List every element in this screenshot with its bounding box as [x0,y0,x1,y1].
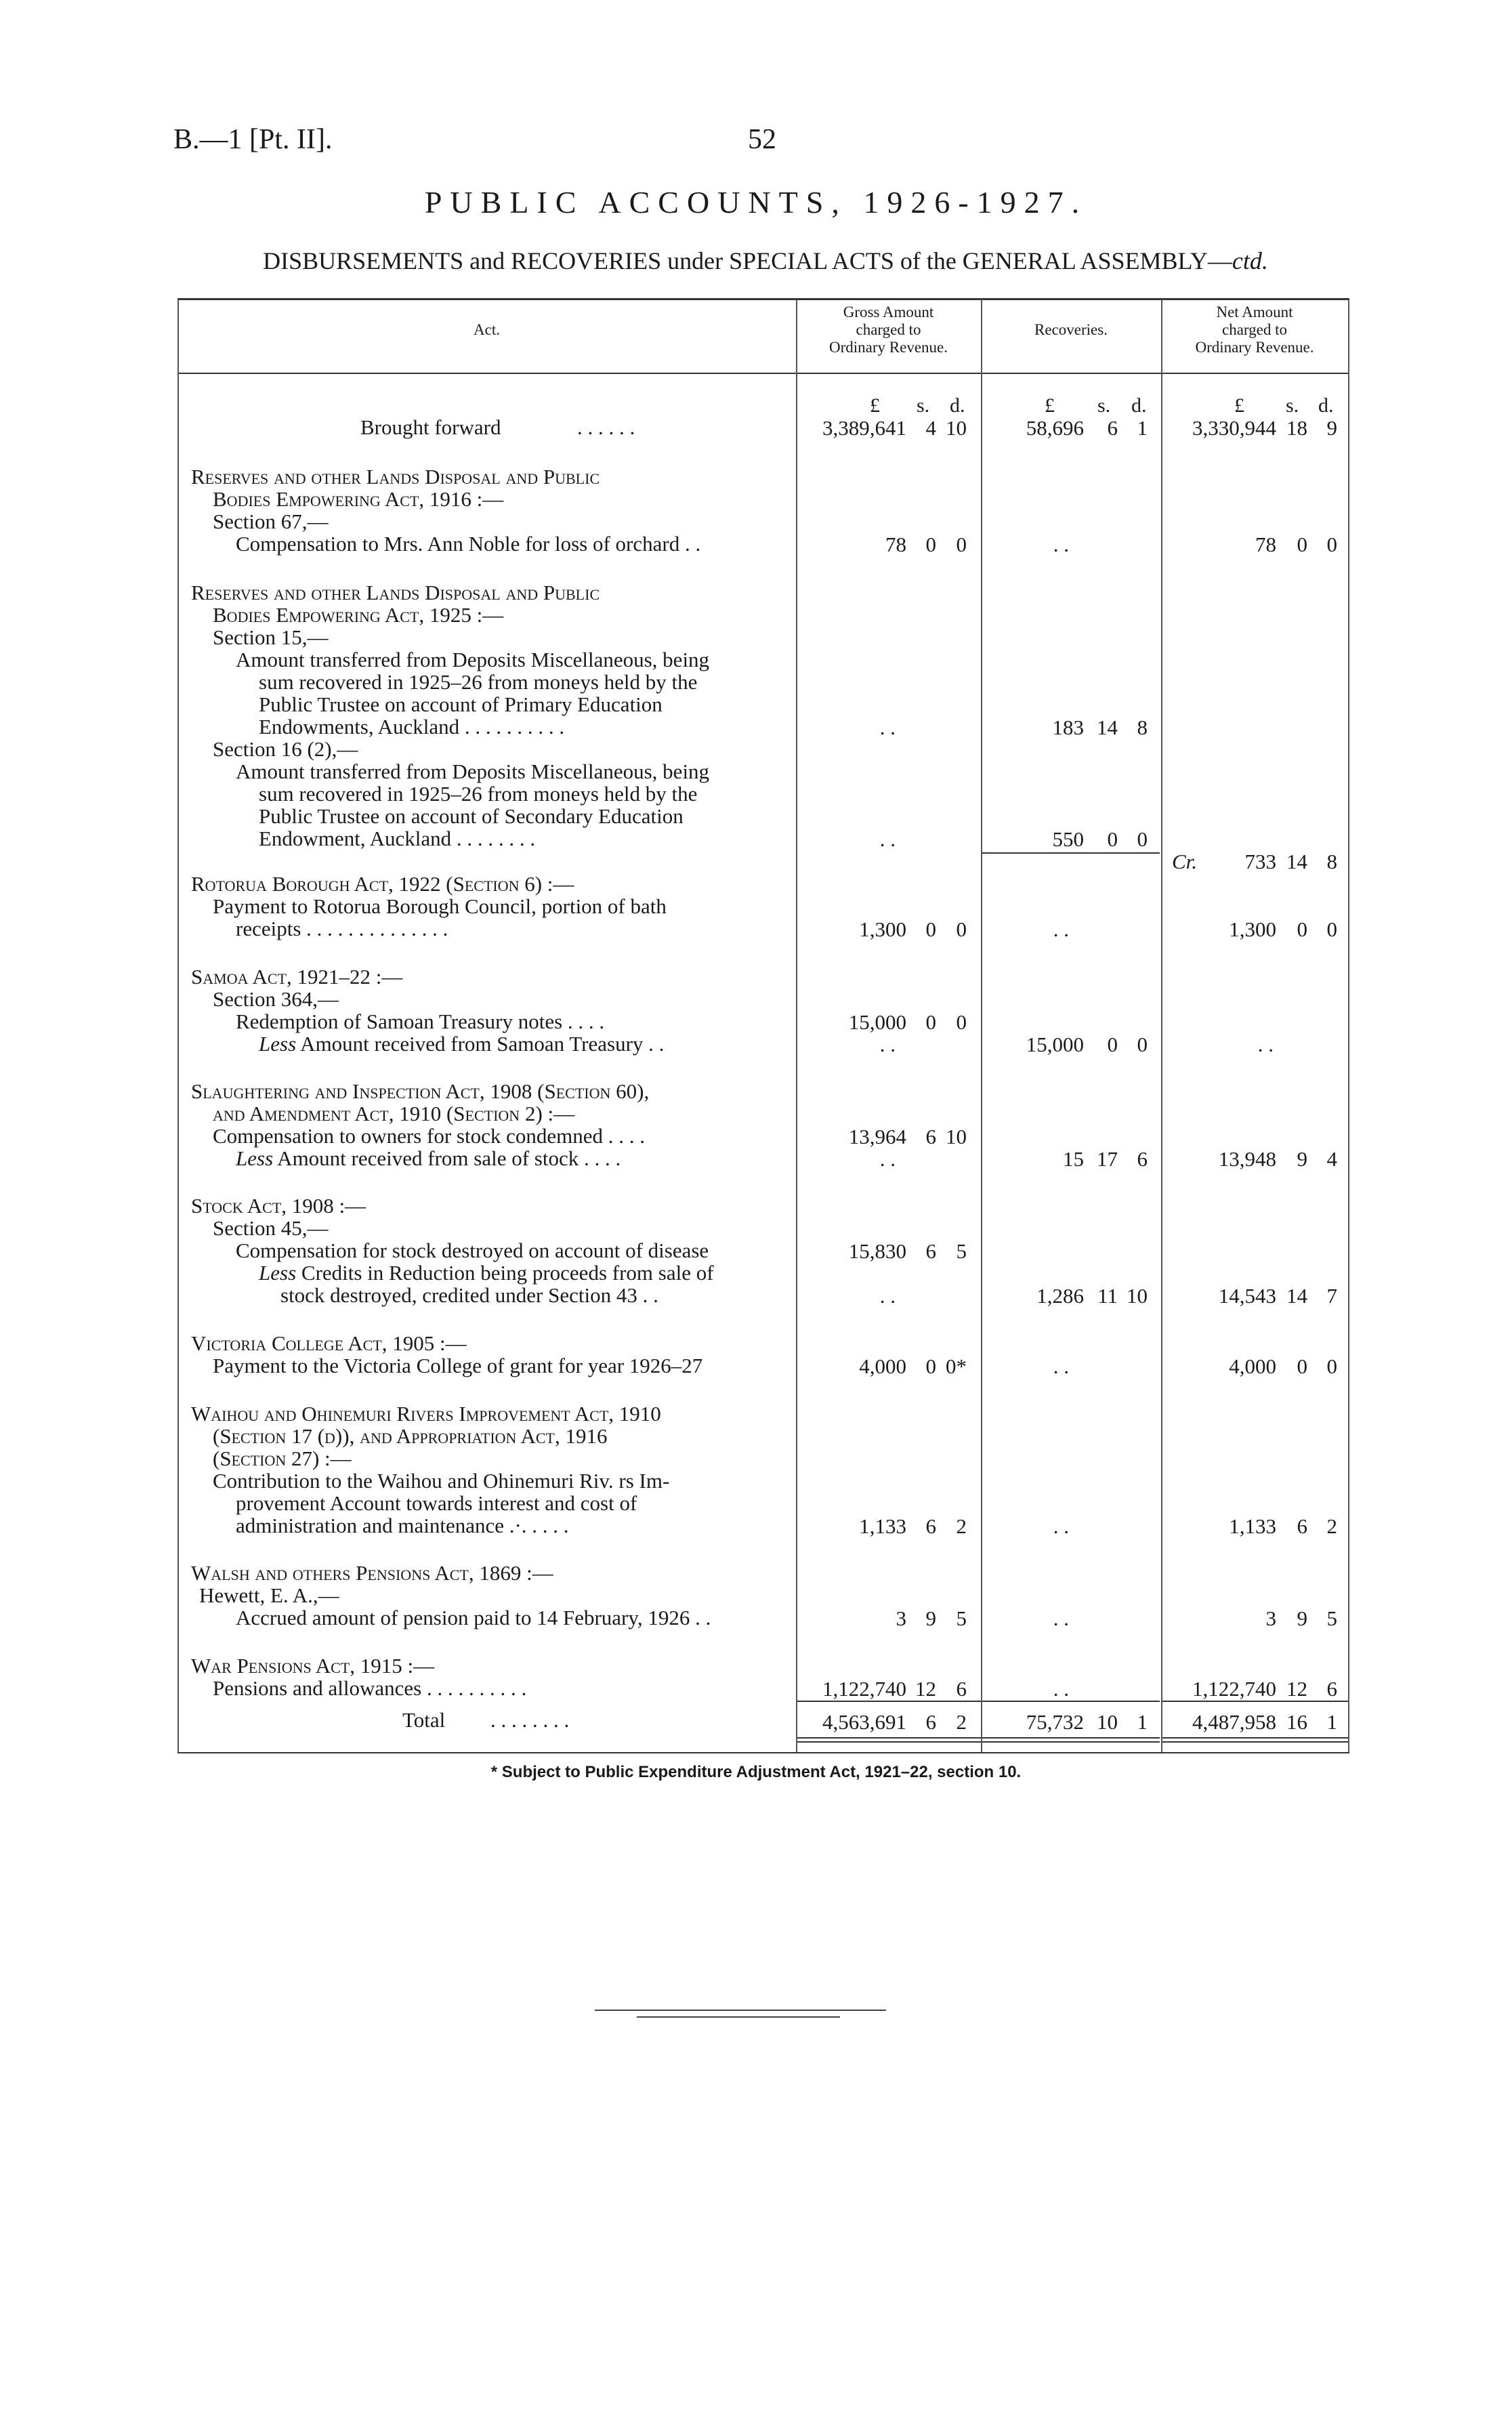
net-amount-shillings: 12 [1286,1677,1307,1701]
gross-amount-pounds: 15,000 [848,1010,906,1034]
total-recoveries-pounds: 75,732 [1026,1710,1084,1734]
item-text [259,1033,664,1055]
act-heading: Waihou and Ohinemuri Rivers Improvement Act, 1910 [191,1402,661,1426]
net-amount-pence: 7 [1326,1284,1337,1308]
page-subtitle [172,247,1359,275]
gross-amount-shillings: 12 [915,1677,936,1701]
gross-nil: . . [879,715,896,739]
header-act: Act. [474,321,500,338]
recoveries-amount-pounds: 1,286 [1036,1284,1084,1308]
header-gross [796,304,981,356]
total-gross-pounds: 4,563,691 [822,1710,906,1734]
end-rule [595,2010,886,2011]
gross-nil: . . [879,827,896,851]
unit-pound: £ [1234,394,1244,417]
recoveries-amount-shillings: 0 [1107,1033,1118,1056]
item-text: Accrued amount of pension paid to 14 February, 1926 . . [236,1606,711,1629]
net-amount-pence: 0 [1326,533,1337,556]
gross-nil: . . [879,1033,896,1056]
item-text [259,1262,714,1284]
subtitle-main: DISBURSEMENTS and RECOVERIES under SPECIAL ACTS of the GENERAL ASSEMBLY— [263,247,1232,274]
total-double-rule [797,1737,981,1739]
dot-leader: . . . . . . [577,415,635,439]
header-gross-line1: Gross Amount [843,304,934,320]
gross-amount-pence: 0 [956,533,967,556]
act-heading: Stock Act, 1908 :— [191,1194,366,1218]
gross-amount-pence: 6 [956,1677,967,1701]
subtotal-rule [982,852,1160,854]
item-text: receipts . . . . . . . . . . . . . . [236,917,448,940]
gross-amount-shillings: 0 [925,1354,936,1378]
item-text: provement Account towards interest and cost of [236,1491,637,1515]
recoveries-nil: . . [1053,1514,1069,1538]
net-amount-pounds: 1,300 [1229,917,1276,941]
item-text: Public Trustee on account of Secondary Education [259,804,684,828]
gross-amount-pence: 10 [946,1125,967,1148]
total-double-rule [982,1741,1160,1743]
act-heading: Reserves and other Lands Disposal and Public [191,581,600,604]
act-heading: and Amendment Act, 1910 (Section 2) :— [213,1102,575,1125]
net-amount-pence: 2 [1326,1514,1337,1538]
table-top-rule [177,298,1349,300]
item-text: sum recovered in 1925–26 from moneys held by the [259,670,698,694]
total-rule-recoveries [982,1701,1160,1702]
section-label: Section 364,— [213,987,339,1011]
unit-pound: £ [1045,394,1055,417]
table-right-rule [1348,299,1349,1753]
gross-amount-pounds: 1,133 [859,1514,906,1538]
act-heading: War Pensions Act, 1915 :— [191,1654,435,1678]
gross-amount-pounds: 15,830 [848,1239,906,1263]
recoveries-amount-pence: 6 [1137,1147,1148,1171]
net-amount-pence: 0 [1326,917,1337,941]
recoveries-amount-shillings: 11 [1097,1284,1118,1308]
item-text [236,1147,621,1169]
gross-amount-pence: 5 [956,1239,967,1263]
item-text: Compensation to Mrs. Ann Noble for loss of orchard . . [236,532,701,556]
unit-pence: d. [1131,394,1147,417]
gross-amount-pounds: 13,964 [848,1125,906,1148]
item-text: Endowment, Auckland . . . . . . . . [259,827,536,850]
net-nil: . . [1257,1033,1274,1056]
act-heading: Bodies Empowering Act, 1925 :— [213,603,504,627]
section-label: Hewett, E. A.,— [199,1583,339,1607]
net-amount-shillings: 9 [1297,1147,1307,1171]
net-amount-pence: 4 [1326,1147,1337,1171]
net-amount-pence: 8 [1326,850,1337,873]
recoveries-amount-pence: 8 [1137,715,1148,739]
total-double-rule [982,1737,1160,1739]
gross-amount-shillings: 6 [925,1514,936,1538]
item-text: Amount transferred from Deposits Miscellaneous, being [236,760,710,783]
recoveries-amount-pounds: 15 [1063,1147,1084,1171]
total-double-rule [1162,1741,1348,1743]
total-gross-pence: 2 [956,1710,967,1734]
recoveries-column-rule [981,299,982,1753]
recoveries-amount-shillings: 6 [1107,416,1118,440]
header-net-line2: charged to [1221,321,1287,338]
recoveries-amount-pence: 10 [1127,1284,1148,1308]
section-label: Section 16 (2),— [213,737,358,761]
item-text: Payment to Rotorua Borough Council, portion of bath [213,894,667,918]
gross-amount-shillings: 0 [925,533,936,556]
section-label: Section 67,— [213,510,329,533]
recoveries-amount-pounds: 15,000 [1026,1033,1084,1056]
total-net-pounds: 4,487,958 [1192,1710,1276,1734]
document-reference: B.—1 [Pt. II]. [173,124,333,155]
gross-amount-shillings: 0 [925,1010,936,1034]
item-text: Compensation for stock destroyed on account of disease [236,1239,709,1262]
recoveries-amount-shillings: 14 [1097,715,1118,739]
act-heading: Victoria College Act, 1905 :— [191,1331,467,1355]
net-amount-pounds: 3,330,944 [1192,416,1276,440]
net-amount-shillings: 9 [1297,1606,1307,1630]
net-amount-pounds: 733 [1244,850,1276,873]
net-amount-shillings: 14 [1286,850,1307,873]
net-amount-pence: 9 [1326,416,1337,440]
net-amount-shillings: 18 [1286,416,1307,440]
act-heading: (Section 27) :— [213,1447,352,1470]
less-label: Less [236,1146,274,1170]
recoveries-nil: . . [1053,533,1069,556]
net-amount-pounds: 13,948 [1218,1147,1276,1171]
less-label: Less [259,1261,297,1285]
page-number: 52 [748,124,776,155]
gross-nil: . . [879,1284,896,1308]
total-label: Total [402,1708,446,1732]
gross-amount-pence: 2 [956,1514,967,1538]
item-text: Compensation to owners for stock condemned . . . . [213,1124,645,1148]
header-net-line3: Ordinary Revenue. [1195,339,1314,356]
act-heading: Rotorua Borough Act, 1922 (Section 6) :— [191,872,574,896]
gross-column-rule [796,299,797,1753]
header-gross-line2: charged to [856,321,921,338]
recoveries-amount-pence: 1 [1137,416,1148,440]
gross-amount-pence: 10 [946,416,967,440]
gross-amount-shillings: 9 [925,1606,936,1630]
accounts-table [177,293,1349,1753]
act-heading: Bodies Empowering Act, 1916 :— [213,487,504,511]
gross-amount-pence: 5 [956,1606,967,1630]
total-recoveries-pence: 1 [1137,1710,1148,1734]
act-heading: Walsh and others Pensions Act, 1869 :— [191,1561,553,1585]
gross-amount-shillings: 4 [925,416,936,440]
gross-amount-pounds: 3 [896,1606,906,1630]
total-recoveries-shillings: 10 [1097,1710,1118,1734]
net-amount-pence: 0 [1326,1354,1337,1378]
net-amount-pounds: 78 [1255,533,1276,556]
unit-pence: d. [950,394,965,417]
net-amount-pounds: 3 [1265,1606,1276,1630]
gross-amount-shillings: 6 [925,1125,936,1148]
net-amount-pounds: 1,133 [1229,1514,1276,1538]
total-gross-shillings: 6 [925,1710,936,1734]
item-text-rest: Credits in Reduction being proceeds from sale of [296,1261,714,1285]
net-amount-pounds: 14,543 [1218,1284,1276,1308]
item-text: stock destroyed, credited under Section 43 . . [280,1283,658,1307]
item-text-rest: Amount received from Samoan Treasury . . [296,1032,665,1056]
item-text: Pensions and allowances . . . . . . . . . . [213,1676,527,1700]
total-net-pence: 1 [1326,1710,1337,1734]
header-bottom-rule [177,373,1349,374]
recoveries-amount-pence: 0 [1137,1033,1148,1056]
recoveries-amount-shillings: 17 [1097,1147,1118,1171]
gross-amount-shillings: 0 [925,917,936,941]
net-amount-shillings: 14 [1286,1284,1307,1308]
recoveries-nil: . . [1053,1677,1069,1701]
net-amount-pence: 6 [1326,1677,1337,1701]
recoveries-nil: . . [1053,917,1069,941]
net-column-rule [1161,299,1162,1753]
item-text-rest: Amount received from sale of stock . . . . [273,1146,621,1170]
credit-prefix: Cr. [1172,850,1198,873]
unit-shilling: s. [917,394,930,417]
item-text: Payment to the Victoria College of grant for year 1926–27 [213,1354,703,1377]
gross-amount-shillings: 6 [925,1239,936,1263]
header-recoveries: Recoveries. [1034,321,1108,338]
net-amount-pounds: 4,000 [1229,1354,1276,1378]
end-rule [637,2016,840,2018]
unit-shilling: s. [1097,394,1111,417]
gross-amount-pounds: 78 [885,533,906,556]
net-amount-shillings: 6 [1297,1514,1307,1538]
net-amount-pounds: 1,122,740 [1192,1677,1276,1701]
item-text: sum recovered in 1925–26 from moneys held by the [259,782,698,806]
item-text: Public Trustee on account of Primary Education [259,692,663,716]
gross-amount-pounds: 1,122,740 [822,1677,906,1701]
unit-pence: d. [1318,394,1334,417]
recoveries-nil: . . [1053,1354,1069,1378]
gross-amount-pounds: 3,389,641 [822,416,906,440]
gross-amount-pence: 0* [946,1354,967,1378]
act-heading: (Section 17 (d)), and Appropriation Act, 1916 [213,1424,608,1448]
item-text: Contribution to the Waihou and Ohinemuri Riv. rs Im- [213,1469,670,1493]
page-title: PUBLIC ACCOUNTS, 1926-1927. [424,185,1088,220]
net-amount-shillings: 0 [1297,533,1307,556]
header-net-line1: Net Amount [1216,304,1293,320]
total-double-rule [797,1741,981,1743]
table-left-rule [177,299,179,1753]
gross-amount-pounds: 1,300 [859,917,906,941]
act-heading: Slaughtering and Inspection Act, 1908 (Section 60), [191,1079,650,1103]
gross-amount-pounds: 4,000 [859,1354,906,1378]
total-net-shillings: 16 [1286,1710,1307,1734]
total-double-rule [1162,1737,1348,1739]
recoveries-amount-shillings: 0 [1107,827,1118,851]
recoveries-amount-pounds: 183 [1052,715,1084,739]
act-heading: Reserves and other Lands Disposal and Public [191,465,600,488]
item-text: Endowments, Auckland . . . . . . . . . . [259,715,565,739]
table-bottom-rule [177,1752,1349,1753]
gross-nil: . . [879,1147,896,1171]
recoveries-amount-pence: 0 [1137,827,1148,851]
header-gross-line3: Ordinary Revenue. [829,339,948,356]
subtitle-ctd: ctd. [1232,247,1268,274]
gross-amount-pence: 0 [956,917,967,941]
item-text: Redemption of Samoan Treasury notes . . . . [236,1010,605,1033]
less-label: Less [259,1032,297,1056]
net-amount-pence: 5 [1326,1606,1337,1630]
act-heading: Samoa Act, 1921–22 :— [191,965,403,989]
header-net [1161,304,1348,356]
recoveries-nil: . . [1053,1606,1069,1630]
section-label: Section 45,— [213,1216,329,1240]
net-amount-shillings: 0 [1297,1354,1307,1378]
dot-leader: . . . . . . . . [490,1708,570,1732]
gross-amount-pence: 0 [956,1010,967,1034]
recoveries-amount-pounds: 58,696 [1026,416,1084,440]
unit-shilling: s. [1286,394,1299,417]
unit-pound: £ [870,394,880,417]
recoveries-amount-pounds: 550 [1052,827,1084,851]
net-amount-shillings: 0 [1297,917,1307,941]
section-label: Section 15,— [213,625,329,649]
row-label: Brought forward [360,415,501,439]
item-text: administration and maintenance .·. . . . . [236,1514,569,1537]
item-text: Amount transferred from Deposits Miscellaneous, being [236,648,710,671]
footnote: * Subject to Public Expenditure Adjustment Act, 1921–22, section 10. [490,1763,1022,1781]
